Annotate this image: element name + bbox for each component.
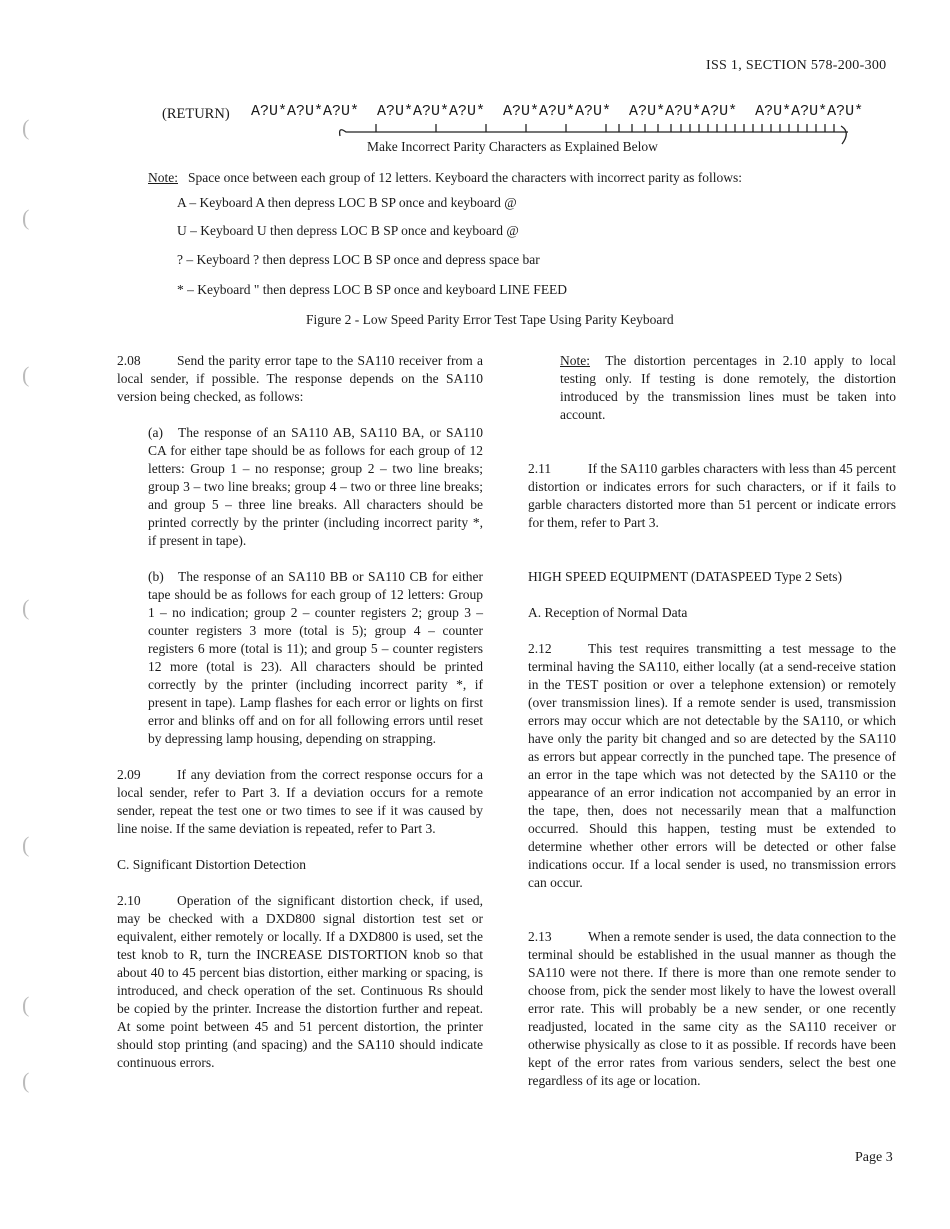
item-label: (a) [148, 425, 163, 440]
left-column [117, 352, 483, 1072]
paragraph-2-10: 2.10 Operation of the significant distortion check, if used, may be checked with a DXD800 signal distortion test set or equivalent, either remotely or locally. If a DXD800 is used, set the test knob to R, turn the INCREASE DISTORTION knob so that about 40 to 45 percent bias distortion, either marking or spacing, is introduced, and check operation of the set. Continuous Rs should be copied by the printer. Increase the distortion further and repeat. At some point between 45 and 51 percent distortion, the printer should stop printing (and spacing) and the SA110 should indicate continuous errors. [117, 893, 483, 1070]
figure-caption: Figure 2 - Low Speed Parity Error Test Tape Using Parity Keyboard [306, 312, 674, 327]
paragraph-2-08-b: (b) The response of an SA110 BB or SA110 CB for either tape should be as follows for each group of 12 letters: Group 1 – no indication; group 2 – counter registers 2; group 3 – counter registers 3 more (total is 5); group 4 – counter registers 6 more (total is 11); and group 5 – counter registers 12 more (total is 23). All characters should be printed correctly by the printer (including incorrect parity *, if present in tape). Lamp flashes for each error or lights on first error and blinks off and on for all following errors until reset by depressing lamp housing, depending on strapping. [148, 569, 483, 746]
para-number: 2.11 [528, 461, 552, 476]
section-heading-c: C. Significant Distortion Detection [117, 857, 306, 872]
note-label: Note: [148, 170, 178, 185]
parity-rule-u: U – Keyboard U then depress LOC B SP once and keyboard @ [177, 223, 519, 238]
section-heading-a: A. Reception of Normal Data [528, 605, 688, 620]
note-label: Note: [560, 353, 590, 368]
right-column [528, 352, 896, 1090]
paragraph-2-13: 2.13 When a remote sender is used, the data connection to the terminal should be established in the usual manner as though the SA110 were not there. If there is more than one remote sender to choose from, pick the sender most likely to have the lowest overall error rate. This will probably be a new sender, or one recently readjusted, located in the same city as the SA110 receiver or otherwise physically as close to it as possible. If records have been kept of the error rates from various senders, select the best one regardless of its age or location. [528, 929, 896, 1088]
brace-caption: Make Incorrect Parity Characters as Explained Below [367, 139, 658, 154]
item-label: (b) [148, 569, 164, 584]
para-number: 2.13 [528, 929, 552, 944]
para-number: 2.09 [117, 767, 141, 782]
para-number: 2.10 [117, 893, 141, 908]
parity-rule-asterisk: * – Keyboard " then depress LOC B SP once and keyboard LINE FEED [177, 282, 568, 297]
parity-rule-a: A – Keyboard A then depress LOC B SP once and keyboard @ [177, 195, 517, 210]
para-number: 2.12 [528, 641, 552, 656]
note-text: Space once between each group of 12 letters. Keyboard the characters with incorrect parity as follows: [188, 170, 743, 185]
distortion-note: Note: The distortion percentages in 2.10 apply to local testing only. If testing is done remotely, the distortion introduced by the transmission lines must be taken into account. [560, 353, 896, 422]
document-page: ( ( ( ( ( ( ( ISS 1, SECTION 578-200-300 (RETURN) A?U*A?U*A?U* A?U*A?U*A?U* A?U*A?U*A?U* A?U*A?U*A?U* A?U*A?U*A?U* Make Incorrect Parity Characters as Explained Below Note: Space once between each group of 12 letters. Keyboard the characters with incorrect parity as follows: A – Keyboard A then depress LOC B SP once and keyboard @ U – Keyboard U then depress LOC B SP once and keyboard @ ? – Keyboard ? then depress LOC B SP once and depress space bar * – Keyboard " then depress LOC B SP once and keyboard LINE FEED Figure 2 - Low Speed Parity Error Test Tape Using Parity Keyboard 2.08 Send the parity error tape to the SA110 receiver from a local sender, if possible. The response depends on the SA110 version being checked, as follows: (a) The response of an SA110 AB, SA110 BA, or SA110 CA for either tape should be as follows for each group of 12 letters: Group 1 – no response; group 2 – two line breaks; group 3 – two line breaks; group 4 – two or three line breaks; and group 5 – three line breaks. All characters should be printed correctly by the printer (including incorrect parity *, if present in tape). (b) The response of an SA110 BB or SA110 CB for either tape should be as follows for each group of 12 letters: Group 1 – no indication; group 2 – counter registers 2; group 3 – counter registers 3 more (total is 5); group 4 – counter registers 6 more (total is 11); and group 5 – counter registers 12 more (total is 23). All characters should be printed correctly by the printer (including incorrect parity *, if present in tape). Lamp flashes for each error or lights on first error and blinks off and on for all following errors until reset by depressing lamp housing, depending on strapping. 2.09 If any deviation from the correct response occurs for a local sender, refer to Part 3. If a deviation occurs for a remote sender, repeat the test one or two times to see if it was caused by line noise. If the same deviation is repeated, refer to Part 3. C. Significant Distortion Detection 2.10 Operation of the significant distortion check, if used, may be checked with a DXD800 signal distortion test set or equivalent, either remotely or locally. If a DXD800 is used, set the test knob to R, turn the INCREASE DISTORTION knob so that about 40 to 45 percent bias distortion, either marking or spacing, is introduced, and check operation of the set. Continuous Rs should be copied by the printer. Increase the distortion further and repeat. At some point between 45 and 51 percent distortion, the printer should stop printing (and spacing) and the SA110 should indicate continuous errors. Note: The distortion percentages in 2.10 apply to local testing only. If testing is done remotely, the distortion introduced by the transmission lines must be taken into account. 2.11 If the SA110 garbles characters with less than 45 percent distortion or indicates errors for such characters, or if it fails to garble characters distorted more than 51 percent or indicate errors for them, refer to Part 3. HIGH SPEED EQUIPMENT (DATASPEED Type 2 Sets) A. Reception of Normal Data 2.12 This test requires transmitting a test message to the terminal having the SA110, either locally (at a send-receive station in the TEST position or over a telephone extension) or remotely (over transmission lines). If a remote sender is used, transmission errors may occur which are not detectable by the SA110, or which have only the parity bit changed and so are detected by the SA110 as errors but appear correctly in the punched tape. The presence of an error in the tape which was not detected by the SA110 or the appearance of an error indication not accompanied by an error in the tape, then, does not necessarily mean that a malfunction occurred. Should this happen, testing must be extended to determine whether other errors will be detected or other false indications occur. If a local sender is used, no transmission errors can occur. 2.13 When a remote sender is used, the data connection to the terminal should be established in the usual manner as though the SA110 were not there. If there is more than one remote sender to choose from, pick the sender most likely to have the lowest overall error rate. This will probably be a new sender, or one recently readjusted, located in the same city as the SA110 receiver or otherwise physically as close to it as possible. If records have been kept of the error rates from various senders, select the best one regardless of its age or location. Page 3 [22, 58, 896, 1165]
paragraph-2-08-a: (a) The response of an SA110 AB, SA110 BA, or SA110 CA for either tape should be as follows for each group of 12 letters: Group 1 – no response; group 2 – two line breaks; group 3 – two line breaks; group 4 – two or three line breaks; and group 5 – three line breaks. All characters should be printed correctly by the printer (including incorrect parity *, if present in tape). [148, 425, 483, 548]
paragraph-2-12: 2.12 This test requires transmitting a test message to the terminal having the SA110, either locally (at a send-receive station in the TEST position or over a telephone extension) or remotely (over transmission lines). If a remote sender is used, transmission errors may occur which are not detectable by the SA110, or which have only the parity bit changed and so are detected by the SA110 as errors but appear correctly in the punched tape. The presence of an error in the tape which was not detected by the SA110 or the appearance of an error indication not accompanied by an error in the tape, then, does not necessarily mean that a malfunction occurred. Should this happen, testing must be extended to determine whether other errors will be detected or other false indications occur. If a local sender is used, no transmission errors can occur. [528, 641, 896, 890]
section-header: ISS 1, SECTION 578-200-300 [706, 58, 887, 73]
figure-note [148, 170, 742, 186]
paragraph-2-11: 2.11 If the SA110 garbles characters with less than 45 percent distortion or indicates errors for such characters, or if it fails to garble characters distorted more than 51 percent or indicate errors for them, refer to Part 3. [528, 461, 896, 530]
section-heading-high-speed: HIGH SPEED EQUIPMENT (DATASPEED Type 2 Sets) [528, 569, 842, 584]
parity-rule-question: ? – Keyboard ? then depress LOC B SP once and depress space bar [177, 252, 540, 267]
page-number: Page 3 [855, 1150, 893, 1165]
test-tape-pattern: A?U*A?U*A?U* A?U*A?U*A?U* A?U*A?U*A?U* A?U*A?U*A?U* A?U*A?U*A?U* [251, 103, 864, 120]
return-label: (RETURN) [162, 106, 230, 122]
para-number: 2.08 [117, 353, 141, 368]
paragraph-2-08: 2.08 Send the parity error tape to the SA110 receiver from a local sender, if possible. The response depends on the SA110 version being checked, as follows: [117, 353, 483, 404]
paragraph-2-09: 2.09 If any deviation from the correct response occurs for a local sender, refer to Part 3. If a deviation occurs for a remote sender, repeat the test one or two times to see if it was caused by line noise. If the same deviation is repeated, refer to Part 3. [117, 767, 483, 836]
